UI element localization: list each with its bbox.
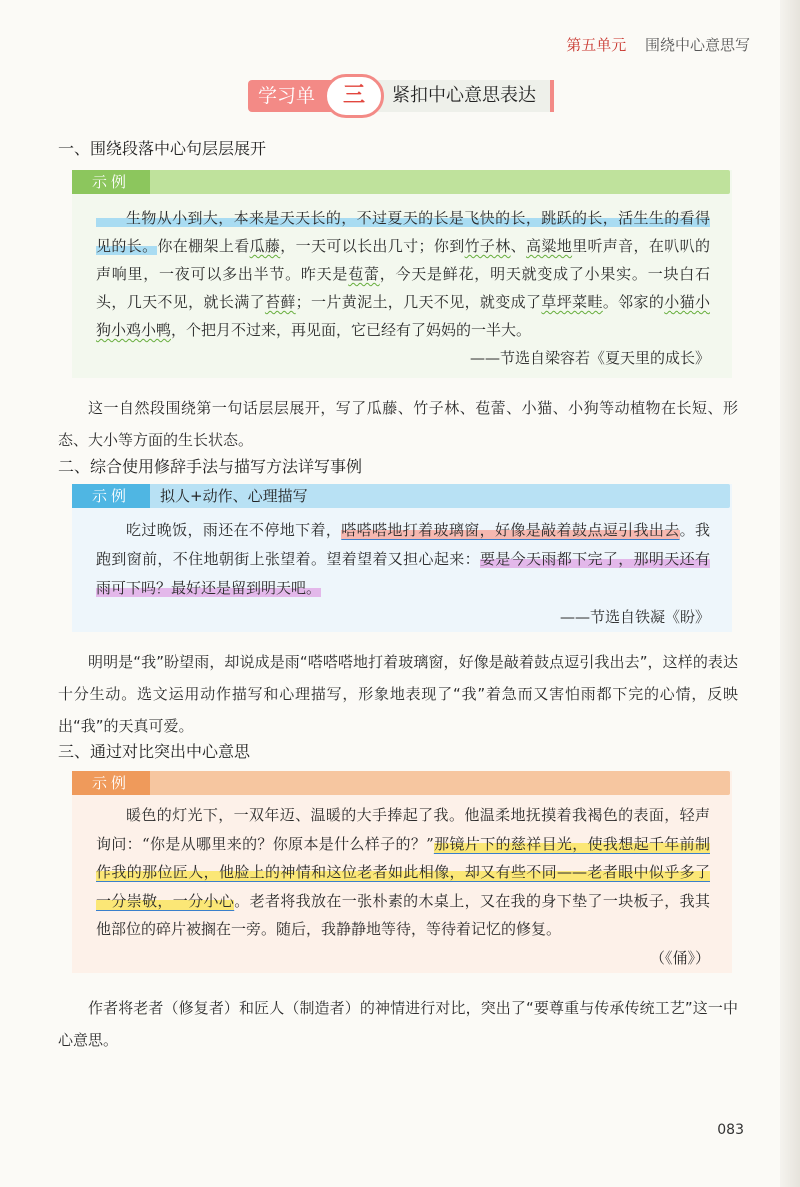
- excerpt-source-1: ——节选自梁容若《夏天里的成长》: [469, 349, 710, 367]
- underlined-term: 草坪菜畦: [541, 293, 603, 311]
- unit-topic: 围绕中心意思写: [644, 36, 750, 54]
- underlined-term: 高粱地: [526, 237, 573, 255]
- running-head: [566, 34, 750, 55]
- example-tag-2: 示例: [72, 484, 150, 508]
- commentary-1: 这一自然段围绕第一句话层层展开，写了瓜藤、竹子林、苞蕾、小猫、小狗等动植物在长短、形态、大小等方面的生长状态。: [58, 399, 738, 449]
- page-number: 083: [717, 1122, 744, 1138]
- title-prefix: 学习单: [248, 80, 334, 112]
- excerpt-source-2: ——节选自铁凝《盼》: [559, 608, 710, 626]
- example-tag-bar-3: [72, 771, 730, 795]
- underlined-term: 小猫小狗小鸡小鸭: [96, 293, 710, 339]
- example-box-3: [72, 771, 732, 973]
- excerpt-3: 暖色的灯光下，一双年迈、温暖的大手捧起了我。他温柔地抚摸着我褐色的表面，轻声询问：“你是从哪里来的？你原本是什么样子的？”那镜片下的慈祥目光，使我想起千年前制作我的那位匠人，他脸上的神情和这位老者如此相像，却又有些不同——老者眼中似乎多了一分崇敬，一分小心。老者将我放在一张朴素的木桌上，又在我的身下垫了一块板子，我其他部位的碎片被搁在一旁。随后，我静静地等待，等待着记忆的修复。 （《俑》）: [96, 801, 710, 972]
- example-tag-3: 示例: [72, 771, 150, 795]
- example-tag-bar-1: [72, 170, 730, 194]
- excerpt-source-3: （《俑》）: [649, 948, 710, 967]
- underlined-term: 竹子林: [464, 237, 511, 255]
- section-heading-2: 二、综合使用修辞手法与描写方法详写事例: [58, 457, 363, 476]
- title-text: 紧扣中心意思表达: [378, 80, 554, 112]
- title-banner: [248, 74, 554, 118]
- section-heading-3: 三、通过对比突出中心意思: [58, 742, 251, 761]
- underlined-term: 瓜藤: [249, 237, 281, 255]
- example-box-2: [72, 484, 732, 632]
- psychology-highlight: 要是今天雨都下完了，那明天还有雨可下吗？最好还是留到明天吧。: [96, 550, 710, 597]
- example-tag-1: 示例: [72, 170, 150, 194]
- example-box-1: [72, 170, 732, 378]
- central-sentence-highlight: 生物从小到大，本来是天天长的，不过夏天的长是飞快的长，跳跃的长，活生生的看得见的长。: [96, 209, 710, 255]
- underlined-term: 苞蕾: [348, 265, 380, 283]
- example-technique-label: 拟人+动作、心理描写: [160, 487, 308, 505]
- example-tag-bar-2: [72, 484, 730, 508]
- section-heading-1: 一、围绕段落中心句层层展开: [58, 139, 267, 158]
- excerpt-2: 吃过晚饭，雨还在不停地下着，嗒嗒嗒地打着玻璃窗，好像是敲着鼓点逗引我出去。我跑到窗前，不住地朝街上张望着。望着望着又担心起来：要是今天雨都下完了，那明天还有雨可下吗？最好还是留到明天吧。 ——节选自铁凝《盼》: [96, 516, 710, 632]
- commentary-3: 作者将老者（修复者）和匠人（制造者）的神情进行对比，突出了“要尊重与传承传统工艺”这一中心意思。: [58, 999, 738, 1049]
- page-edge: [780, 0, 800, 1187]
- commentary-2: 明明是“我”盼望雨，却说成是雨“嗒嗒嗒地打着玻璃窗，好像是敲着鼓点逗引我出去”，这样的表达十分生动。选文运用动作描写和心理描写，形象地表现了“我”着急而又害怕雨都下完的心情，反映出“我”的天真可爱。: [58, 653, 738, 735]
- personification-highlight: 嗒嗒嗒地打着玻璃窗，好像是敲着鼓点逗引我出去: [341, 521, 680, 539]
- title-number-badge: 三: [324, 74, 384, 118]
- underlined-term: 苔藓: [264, 293, 296, 311]
- excerpt-1: 生物从小到大，本来是天天长的，不过夏天的长是飞快的长，跳跃的长，活生生的看得见的长。你在棚架上看瓜藤，一天可以长出几寸；你到竹子林、高粱地里听声音，在叭叭的声响里，一夜可以多出半节。昨天是苞蕾，今天是鲜花，明天就变成了小果实。一块白石头，几天不见，就长满了苔藓；一片黄泥土，几天不见，就变成了草坪菜畦。邻家的小猫小狗小鸡小鸭，个把月不过来，再见面，它已经有了妈妈的一半大。 ——节选自梁容若《夏天里的成长》: [96, 204, 710, 372]
- contrast-highlight: 那镜片下的慈祥目光，使我想起千年前制作我的那位匠人，他脸上的神情和这位老者如此相像，却又有些不同——老者眼中似乎多了一分崇敬，一分小心: [96, 834, 710, 910]
- unit-label: 第五单元: [566, 36, 627, 54]
